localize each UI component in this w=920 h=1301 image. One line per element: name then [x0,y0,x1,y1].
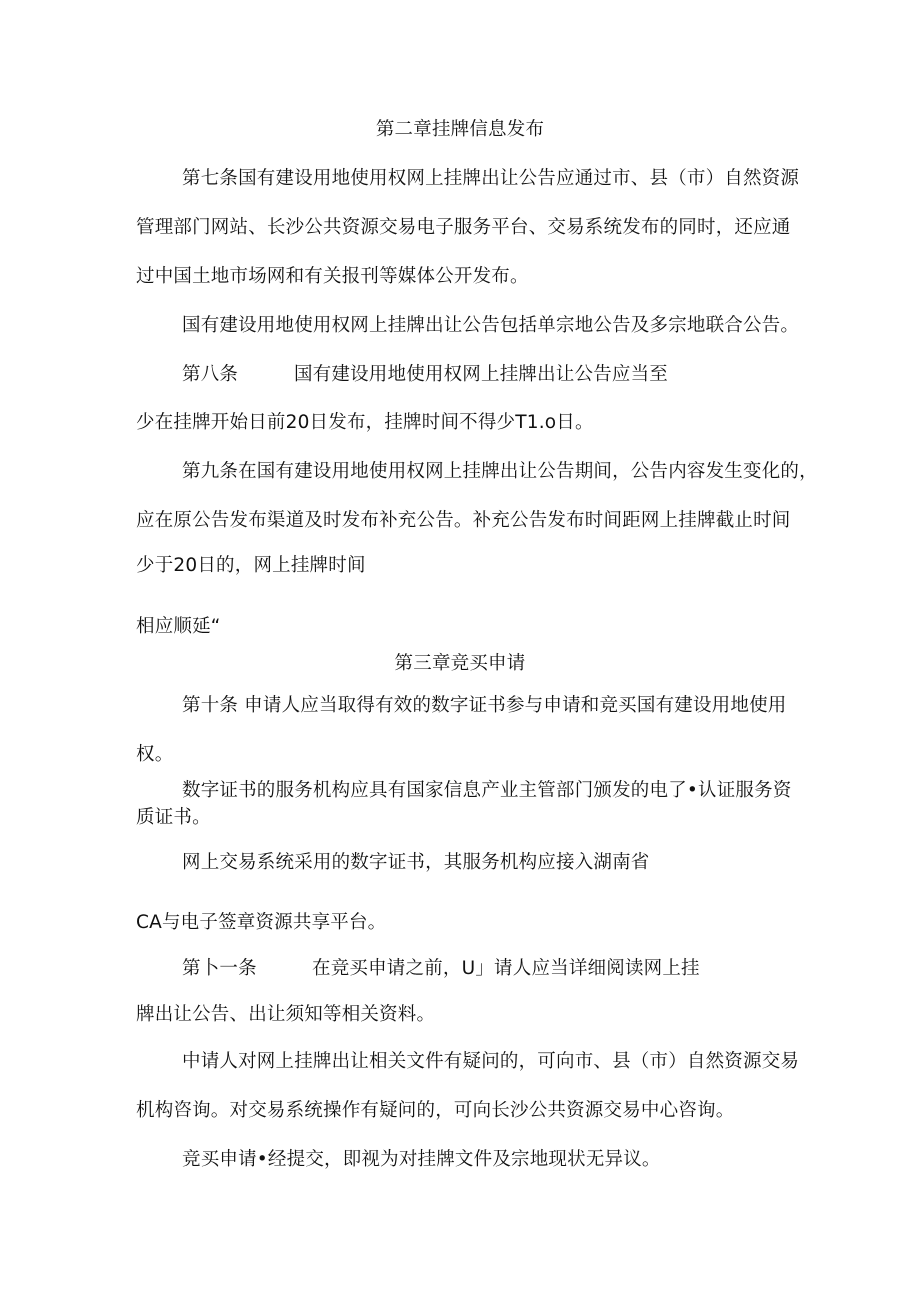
article7-line2: 管理部门网站、长沙公共资源交易电子服务平台、交易系统发布的同时，还应通 [136,217,791,238]
cert-line1: 数字证书的服务机构应具有国家信息产业主管部门颁发的电了•认证服务资 [182,780,792,801]
article10-line2: 权。 [136,744,174,765]
query-line1: 中请人对网上挂牌出让相关文件有疑问的，可向市、县（市）自然资源交易 [182,1051,800,1072]
chapter3-heading: 第三章竞买申请 [394,653,526,674]
article11-line2: 牌出让公告、出让须知等相关资料。 [136,1004,436,1025]
chapter2-heading: 第二章挂牌信息发布 [375,119,545,140]
system-line2: CA与电子签章资源共享平台。 [136,912,387,933]
article11-line1: 在竞买申请之前，U」请人应当详细阅读网上挂 [312,958,700,979]
article9-line4: 相应顺延“ [136,616,221,637]
article9-line3: 少于20日的，网上挂牌时间 [136,555,366,576]
article9-line1: 第九条在国有建设用地使用权网上挂牌出让公告期间，公告内容发生变化的， [182,461,818,482]
article8-line1: 国有建设用地使用权网上挂牌出让公告应当至 [294,364,669,385]
announce-paragraph: 国有建设用地使用权网上挂牌出让公告包括单宗地公告及多宗地联合公告。 [182,315,800,336]
article8-line2: 少在挂牌开始日前20日发布，挂牌时间不得少T1.o日。 [136,412,594,433]
cert-line2: 质证书。 [136,807,211,828]
article10-line1: 第十条 申请人应当取得有效的数字证书参与申请和竞买国有建设用地使用 [182,695,787,716]
system-line1: 网上交易系统采用的数字证书，其服务机构应接入湖南省 [182,852,650,873]
article8-label: 第八条 [182,364,239,385]
article7-line1: 第七条国有建设用地使用权网上挂牌出让公告应通过市、县（市）自然资源 [182,168,800,189]
article11-label: 第卜一条 [182,958,257,979]
article7-line3: 过中国土地市场网和有关报刊等媒体公开发布。 [136,266,529,287]
submit-line: 竞买申请•经提交，即视为对挂牌文件及宗地现状无异议。 [182,1149,661,1170]
article9-line2: 应在原公告发布渠道及时发布补充公告。补充公告发布时间距网上挂牌截止时间 [136,510,791,531]
query-line2: 机构咨询。对交易系统操作有疑问的，可向长沙公共资源交易中心咨询。 [136,1100,735,1121]
